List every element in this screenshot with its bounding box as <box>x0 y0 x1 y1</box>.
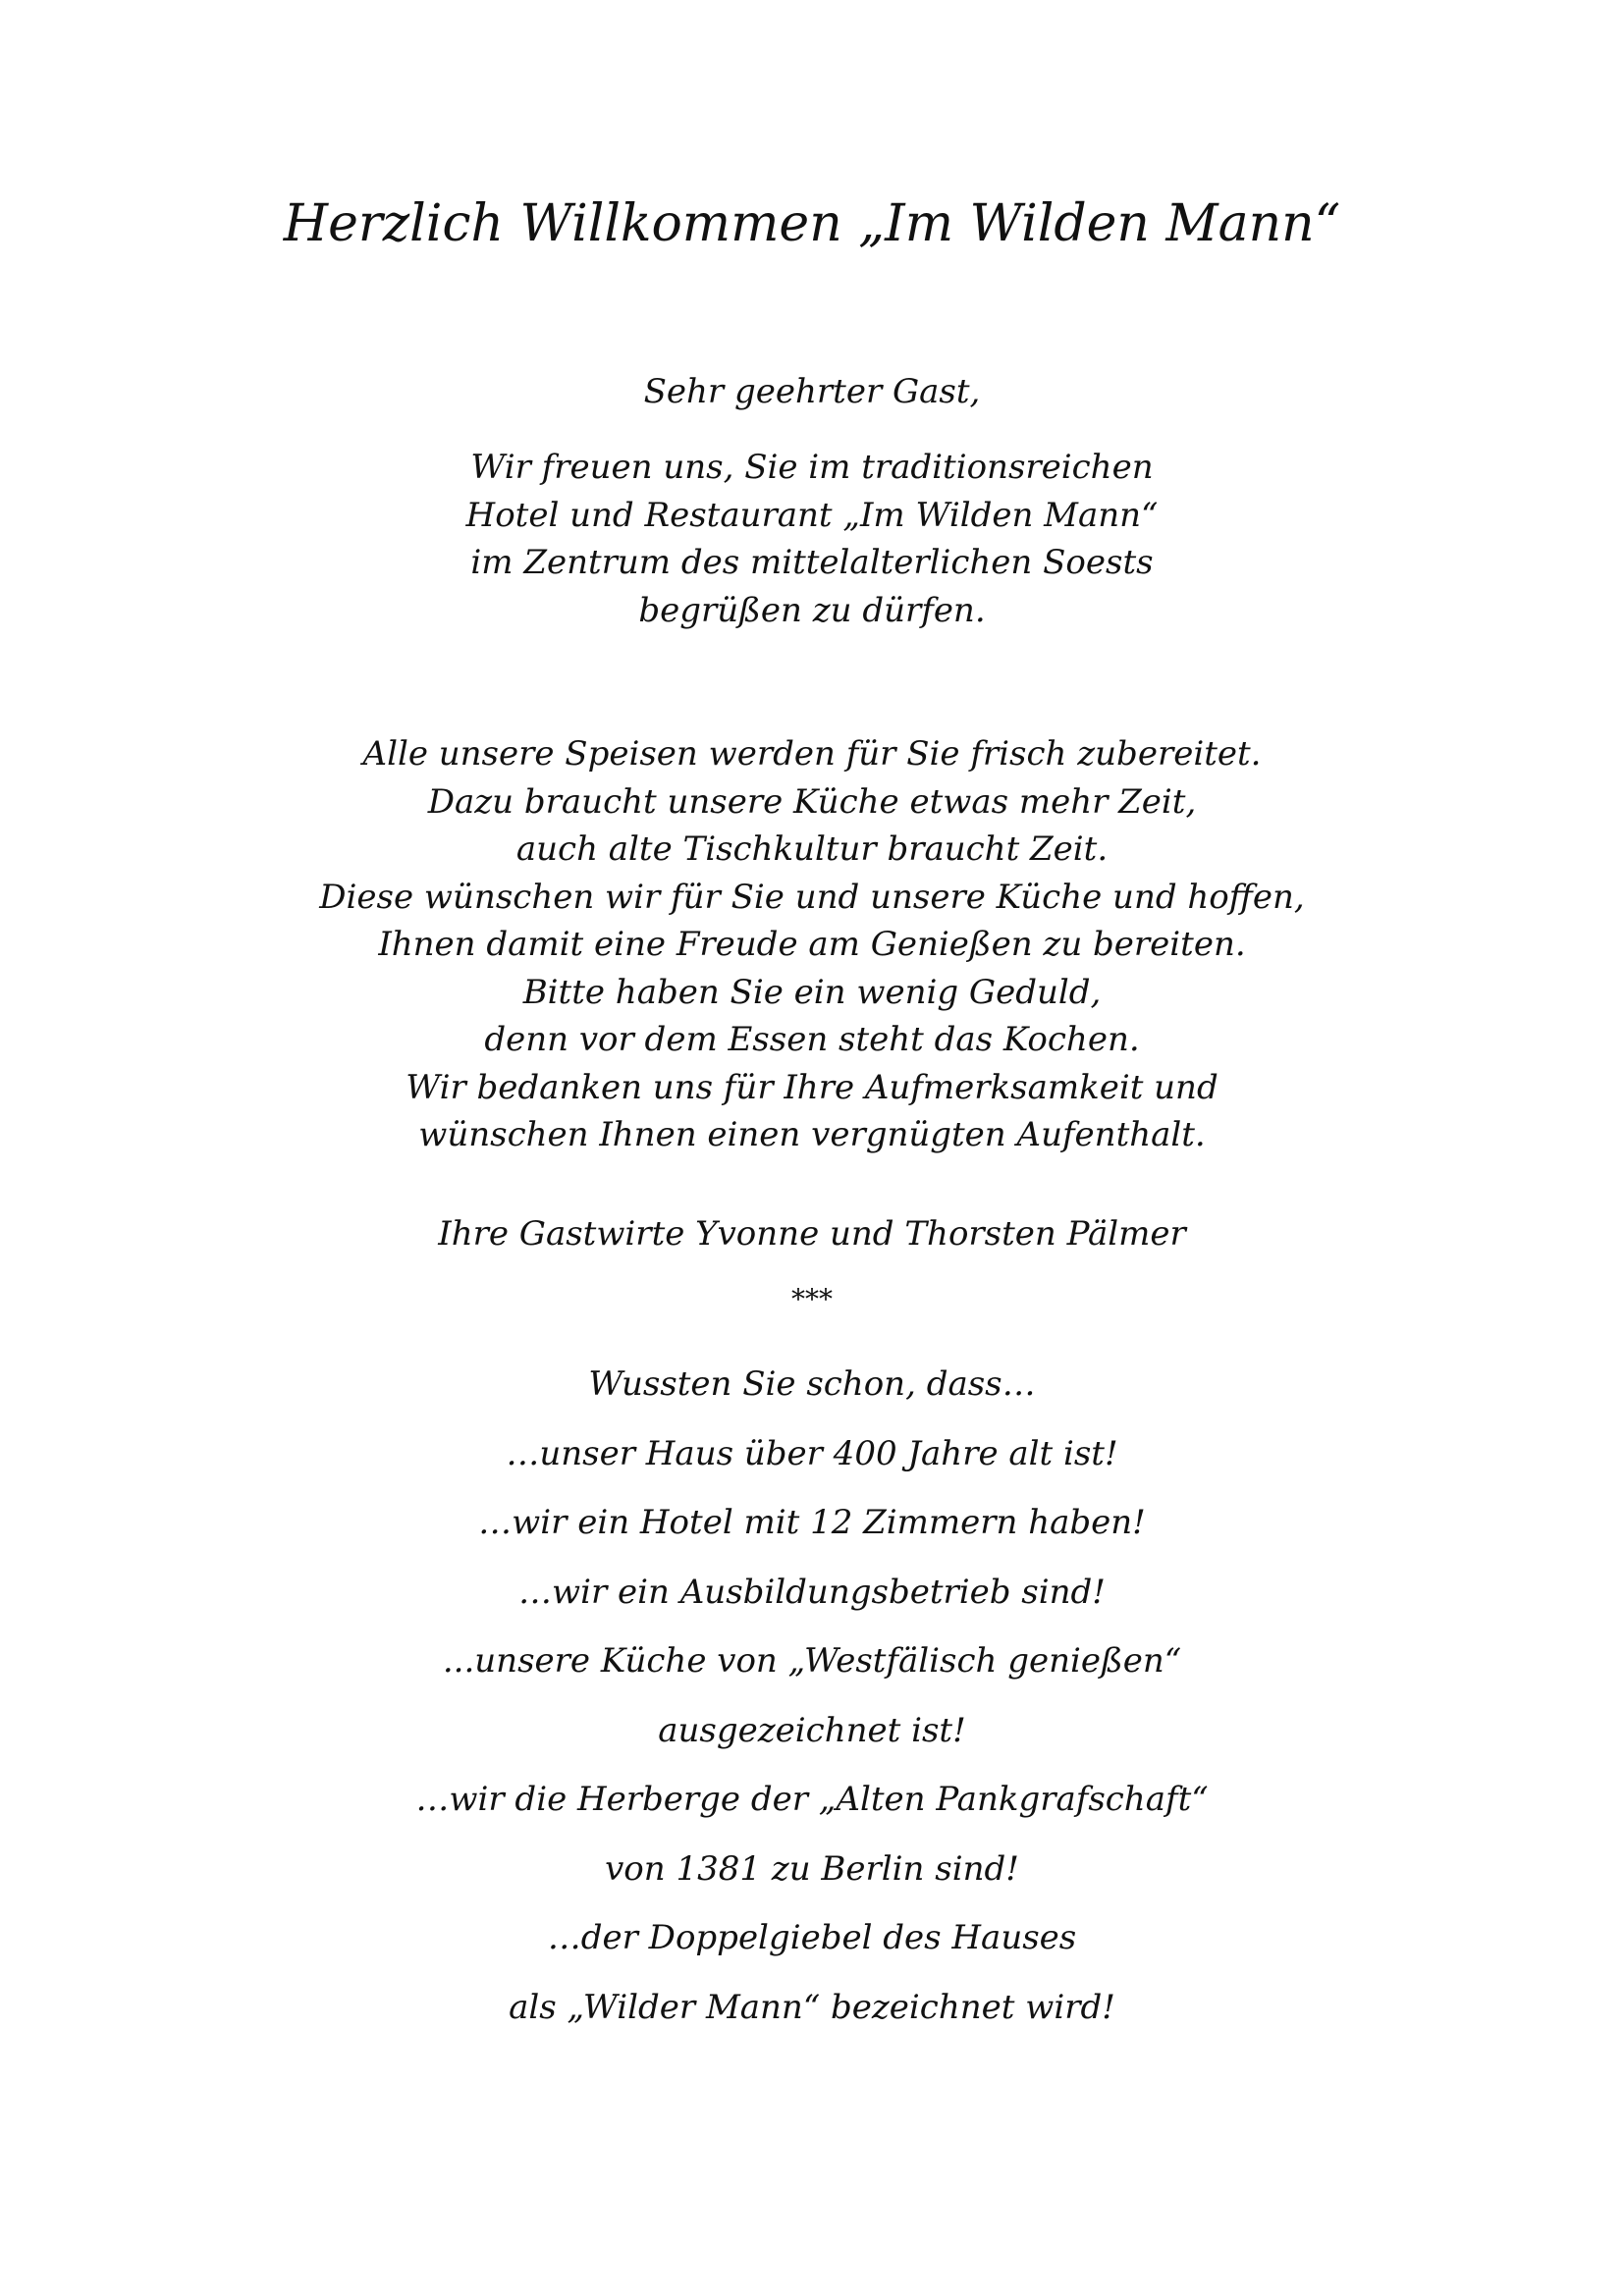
signature <box>125 1210 1499 1258</box>
body-line: Diese wünschen wir für Sie und unsere Küche und hoffen, <box>319 877 1305 917</box>
fact-item: als „Wilder Mann“ bezeichnet wird! <box>509 1987 1115 2027</box>
intro-line: begrüßen zu dürfen. <box>638 590 986 630</box>
facts-heading: Wussten Sie schon, dass… <box>588 1364 1036 1404</box>
body-line: denn vor dem Essen steht das Kochen. <box>484 1020 1140 1059</box>
fact-item: …wir ein Hotel mit 12 Zimmern haben! <box>478 1503 1146 1542</box>
body-line: Bitte haben Sie ein wenig Geduld, <box>522 972 1102 1012</box>
signature-line: Ihre Gastwirte Yvonne und Thorsten Pälmer <box>438 1214 1186 1254</box>
fact-item: ausgezeichnet ist! <box>658 1710 966 1750</box>
intro-line: im Zentrum des mittelalterlichen Soests <box>470 543 1154 582</box>
fact-item: …wir die Herberge der „Alten Pankgrafschaft“ <box>415 1780 1209 1819</box>
salutation <box>125 368 1499 416</box>
salutation-line: Sehr geehrter Gast, <box>643 372 981 411</box>
separator-stars: *** <box>791 1283 833 1315</box>
fact-item: …der Doppelgiebel des Hauses <box>547 1918 1077 1957</box>
intro-line: Hotel und Restaurant „Im Wilden Mann“ <box>465 495 1159 535</box>
body-line: wünschen Ihnen einen vergnügten Aufenthalt. <box>418 1115 1206 1154</box>
fact-item: von 1381 zu Berlin sind! <box>605 1848 1019 1889</box>
body-line: Dazu braucht unsere Küche etwas mehr Zeit, <box>427 781 1197 822</box>
page-title: Herzlich Willkommen „Im Wilden Mann“ <box>283 194 1341 253</box>
intro-line: Wir freuen uns, Sie im traditionsreichen <box>470 448 1154 487</box>
body-line: Ihnen damit eine Freude am Genießen zu bereiten. <box>378 925 1246 964</box>
facts-list <box>125 1350 1499 2042</box>
body-line: Wir bedanken uns für Ihre Aufmerksamkeit und <box>406 1067 1218 1107</box>
body-line: Alle unsere Speisen werden für Sie frisch zubereitet. <box>362 734 1262 774</box>
fact-item: ...unsere Küche von „Westfälisch genießen“ <box>442 1641 1182 1681</box>
fact-item: …unser Haus über 400 Jahre alt ist! <box>506 1433 1118 1473</box>
body-paragraph <box>125 730 1499 1159</box>
body-line: auch alte Tischkultur braucht Zeit. <box>515 829 1109 869</box>
intro-paragraph <box>125 444 1499 634</box>
fact-item: …wir ein Ausbildungsbetrieb sind! <box>518 1572 1106 1612</box>
separator <box>125 1276 1499 1324</box>
